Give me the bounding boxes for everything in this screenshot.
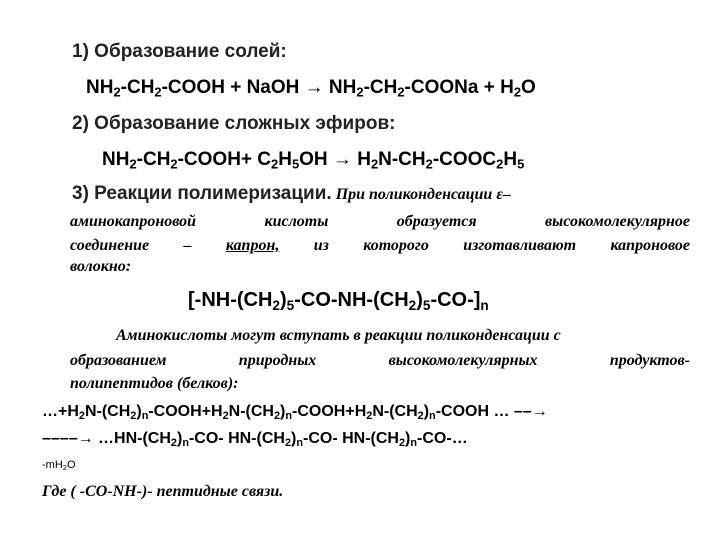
heading-polymerization <box>72 184 511 203</box>
equation-salt-formation: $NH_2-CH_2$-COOH + NaOH → $NH_2-CH_2$-COONa + $H_2O$ <box>86 77 536 100</box>
polymerization-text-line2: аминокапроновой кислоты образуется высокомолекулярное <box>70 213 690 230</box>
polymerization-text-line4: волокно: <box>70 258 132 275</box>
polymerization-text-line3: соединение – капрон, из которого изготавливают капроновое <box>70 237 690 254</box>
polymerization-title: 3) Реакции полимеризации. <box>72 183 332 204</box>
aminoacid-paragraph-line2: образованием природных высокомолекулярных продуктов- <box>70 352 690 369</box>
aminoacid-paragraph-line3: полипептидов (белков): <box>70 375 239 392</box>
polycondensation-products: ––––→ $\dots HN-(CH_2)_n-CO-$ $HN-(CH_2)_n-CO-$ $HN-(CH_2)_n-CO-\dots$ <box>42 430 468 450</box>
polymerization-lead: При поликонденсации ε– <box>331 186 511 203</box>
aminoacid-paragraph-line1: Аминокислоты могут вступать в реакции поликонденсации с <box>116 327 561 344</box>
kapron-term: капрон, <box>225 237 280 254</box>
polymer-formula: $[-NH-(CH_2)_5-CO-NH-(CH_2)_5-CO-]_n$ <box>188 289 489 313</box>
peptide-bond-note: Где ( -CO-NH-)- пептидные связи. <box>42 483 284 500</box>
heading-ester-formation: 2) Образование сложных эфиров: <box>72 113 396 134</box>
equation-ester-formation: $NH_2-CH_2-COOH+ C_2H_5OH$ → $H_2N-CH_2-COOC_2H_5$ <box>102 149 525 172</box>
polycondensation-reactants: $\dots+H_2N-(CH_2)_n-COOH+H_2N-(CH_2)_n-COOH+H_2N-(CH_2)_n$-COOH … ––→ <box>42 403 548 423</box>
polycondensation-byproduct: $-mH_2O$ <box>42 459 76 473</box>
heading-salt-formation: 1) Образование солей: <box>72 41 287 62</box>
